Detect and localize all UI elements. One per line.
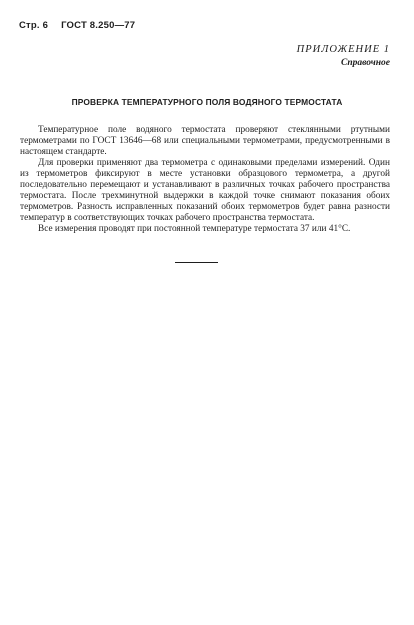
paragraph: Все измерения проводят при постоянной температуре термостата 37 или 41°С.: [38, 224, 351, 234]
paragraph: Температурное поле водяного термостата проверяют стеклянными ртутными термометрами по ГОСТ 13646—68 или специальными термометрами, предусмотренными в настоящем стандарте.: [20, 125, 390, 157]
section-heading: ПРОВЕРКА ТЕМПЕРАТУРНОГО ПОЛЯ ВОДЯНОГО ТЕРМОСТАТА: [71, 97, 343, 107]
appendix-title: ПРИЛОЖЕНИЕ 1: [296, 44, 390, 55]
paragraph: Для проверки применяют два термометра с одинаковыми пределами измерений. Один из термометров фиксируют в месте установки образцового термометра, а другой последовательно перемещают и устанавливают в различных точках рабочего пространства термостата. После трехминутной выдержки в каждой точке снимают показания обоих термометров. Разность исправленных показаний обоих термометров будет равна разности температур в соответствующих точках рабочего пространства термостата.: [20, 158, 390, 223]
appendix-label: [297, 44, 390, 68]
standard-number: ГОСТ 8.250—77: [61, 20, 136, 31]
page-number: Стр. 6: [19, 20, 49, 31]
body-text: [20, 125, 390, 235]
end-divider: [175, 262, 218, 263]
page-header: [19, 20, 135, 31]
appendix-type: Справочное: [341, 58, 390, 68]
